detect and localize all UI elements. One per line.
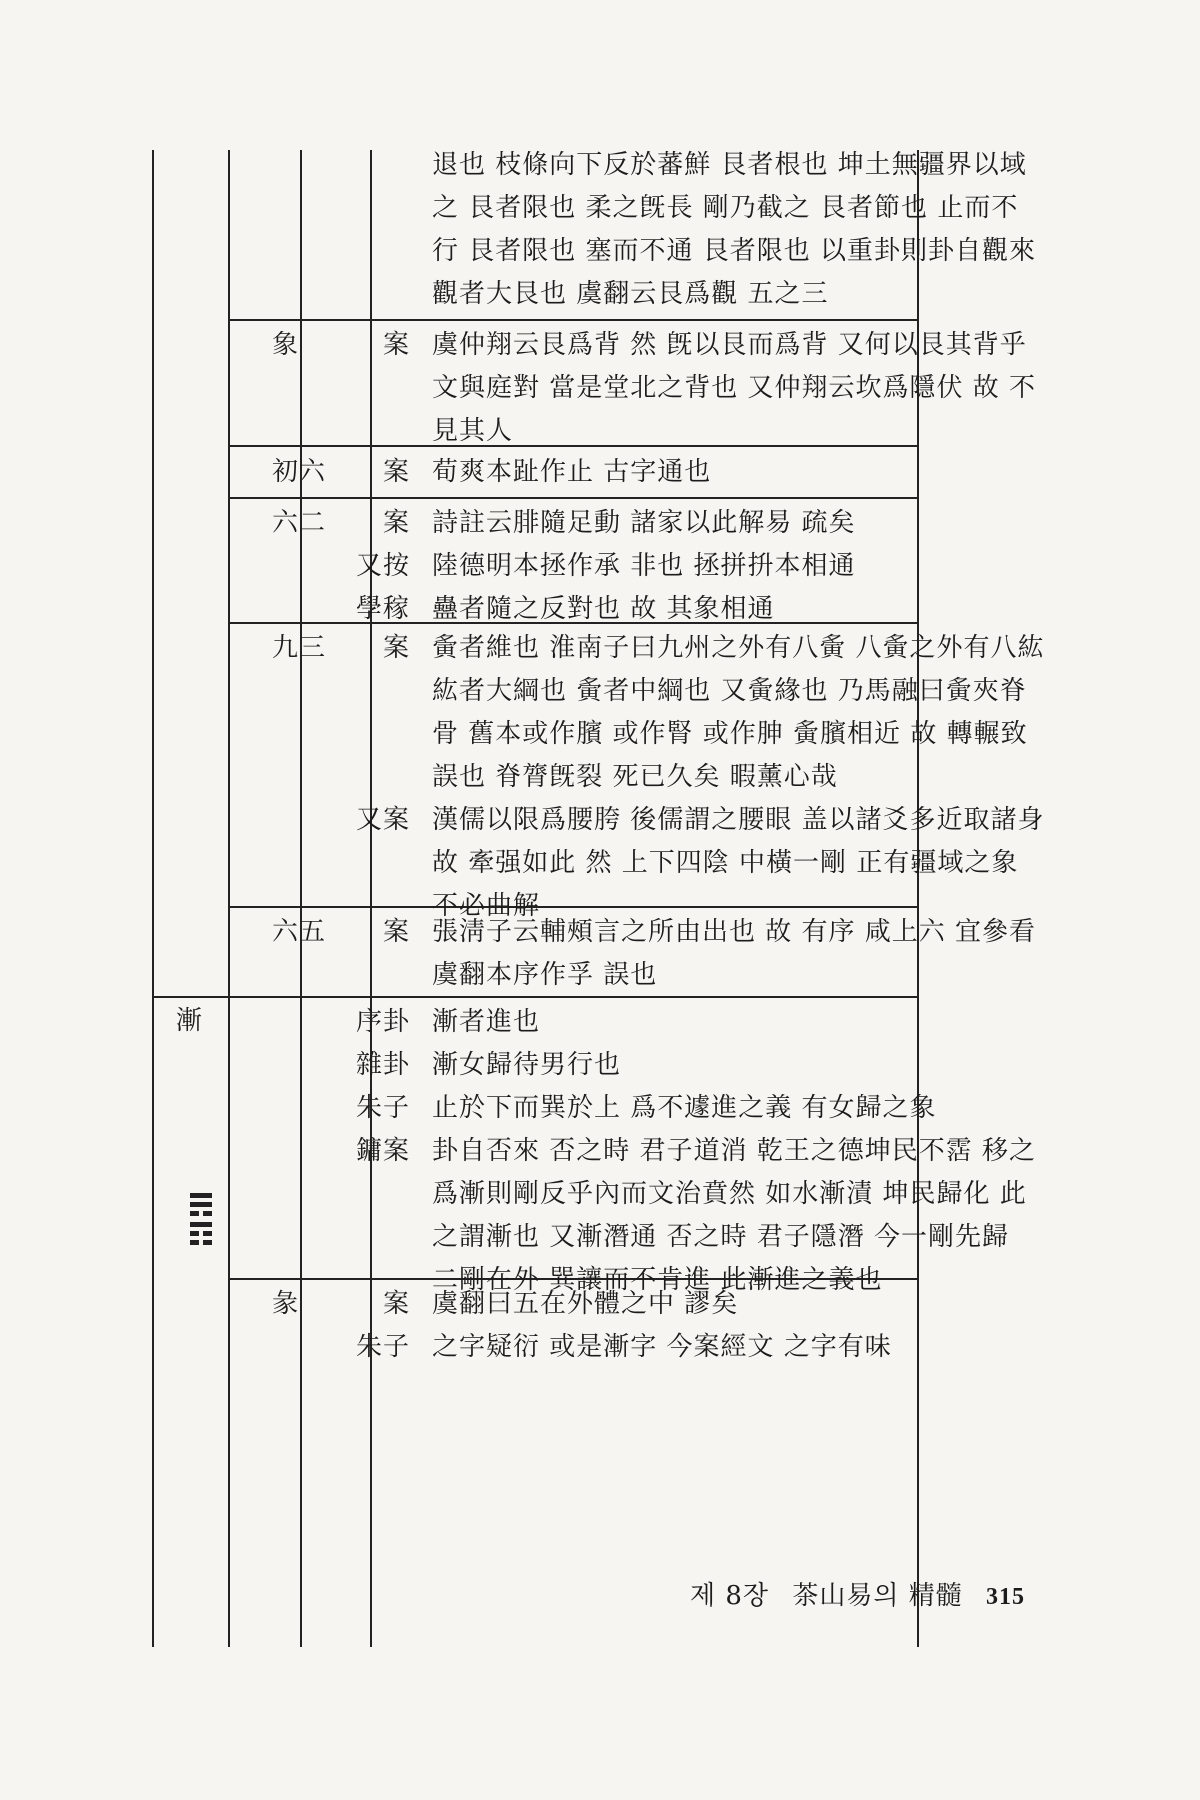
text-line: 見其人 <box>432 416 514 446</box>
annotation-item: 學稼 <box>355 594 410 624</box>
chapter-label: 제 8장 <box>690 1581 770 1611</box>
line-label: 象 <box>272 330 300 360</box>
annotation-label <box>355 451 410 494</box>
text-line: 紘者大綱也 夤者中綱也 又夤緣也 乃馬融曰夤夾脊 <box>432 676 1027 706</box>
commentary-text <box>432 324 1036 453</box>
line-label: 初六 <box>272 457 327 487</box>
page-number: 315 <box>985 1584 1025 1610</box>
column-divider-3 <box>370 150 372 1647</box>
annotation-label <box>355 502 410 631</box>
annotation-item: 又案 <box>355 805 410 835</box>
text-line: 卦自否來 否之時 君子道消 乾王之德坤民不霑 移之 <box>432 1136 1037 1166</box>
line-label: 六五 <box>272 917 327 947</box>
annotation-item: 案 <box>382 457 410 487</box>
text-line: 觀者大艮也 虞翻云艮爲觀 五之三 <box>432 279 829 309</box>
annotation-item: 又按 <box>355 551 410 581</box>
line-label: 彖 <box>272 1289 300 1319</box>
annotation-label <box>355 627 410 842</box>
hexagram-name: 漸 <box>176 1006 204 1036</box>
hexagram-line <box>190 1211 212 1216</box>
text-line: 爲漸則剛反乎內而文治賁然 如水漸漬 坤民歸化 此 <box>432 1179 1027 1209</box>
annotation-item: 鏞案 <box>355 1136 410 1166</box>
text-line: 虞翻曰五在外體之中 謬矣 <box>432 1289 739 1319</box>
annotation-item: 案 <box>382 330 410 360</box>
commentary-text <box>432 1283 892 1369</box>
text-line: 文與庭對 當是堂北之背也 又仲翔云坎爲隱伏 故 不 <box>432 373 1037 403</box>
row-divider <box>228 319 919 321</box>
annotation-item: 序卦 <box>355 1007 410 1037</box>
text-line: 誤也 脊膂旣裂 死已久矣 暇薰心哉 <box>432 762 838 792</box>
column-divider-2 <box>300 150 302 1647</box>
column-divider-1 <box>228 150 230 1647</box>
text-line: 退也 枝條向下反於蕃鮮 艮者根也 坤土無疆界以域 <box>432 150 1027 180</box>
annotation-item <box>355 713 410 756</box>
text-line: 虞翻本序作孚 誤也 <box>432 960 658 990</box>
hexagram-symbol <box>190 1193 212 1249</box>
annotation-item: 朱子 <box>355 1332 410 1362</box>
commentary-text <box>432 502 856 631</box>
text-line: 之 艮者限也 柔之旣長 剛乃截之 艮者節也 止而不 <box>432 193 1019 223</box>
text-line: 之謂漸也 又漸潛通 否之時 君子隱潛 今一剛先歸 <box>432 1222 1010 1252</box>
annotation-label <box>355 1001 410 1173</box>
text-line: 夤者維也 淮南子曰九州之外有八夤 八夤之外有八紘 <box>432 633 1045 663</box>
row-divider <box>228 497 919 499</box>
annotation-item <box>355 756 410 799</box>
text-line: 之字疑衍 或是漸字 今案經文 之字有味 <box>432 1332 892 1362</box>
table-left-border <box>152 150 154 1647</box>
commentary-text <box>432 1001 1036 1302</box>
line-label: 九三 <box>272 633 327 663</box>
text-line: 漢儒以限爲腰胯 後儒謂之腰眼 盖以諸爻多近取諸身 <box>432 805 1045 835</box>
text-line: 行 艮者限也 塞而不通 艮者限也 以重卦則卦自觀來 <box>432 236 1037 266</box>
annotation-item: 雜卦 <box>355 1050 410 1080</box>
text-line: 蠱者隨之反對也 故 其象相通 <box>432 594 775 624</box>
text-line: 陸德明本拯作承 非也 拯拼抍本相通 <box>432 551 856 581</box>
hexagram-line <box>190 1202 212 1207</box>
text-line: 骨 舊本或作臏 或作腎 或作胂 夤臏相近 故 轉輾致 <box>432 719 1028 749</box>
text-line: 虞仲翔云艮爲背 然 旣以艮而爲背 又何以艮其背乎 <box>432 330 1027 360</box>
annotation-item: 案 <box>382 1289 410 1319</box>
chapter-title: 茶山易의 精髓 <box>792 1581 963 1611</box>
text-line: 漸者進也 <box>432 1007 541 1037</box>
hexagram-line <box>190 1193 212 1198</box>
hexagram-line <box>190 1240 212 1245</box>
annotation-label <box>355 911 410 954</box>
commentary-text <box>432 451 711 494</box>
commentary-text <box>432 144 1036 316</box>
page-footer <box>690 1575 1039 1612</box>
text-line: 不必曲解 <box>432 891 541 921</box>
commentary-text <box>432 911 1036 997</box>
hexagram-line <box>190 1222 212 1227</box>
text-line: 荀爽本趾作止 古字通也 <box>432 457 712 487</box>
annotation-item: 案 <box>382 508 410 538</box>
hexagram-line <box>190 1231 212 1236</box>
annotation-item: 朱子 <box>355 1093 410 1123</box>
text-line: 漸女歸待男行也 <box>432 1050 622 1080</box>
text-line: 二剛在外 巽讓而不肯進 此漸進之義也 <box>432 1265 883 1295</box>
annotation-item <box>355 670 410 713</box>
text-line: 止於下而巽於上 爲不遽進之義 有女歸之象 <box>432 1093 937 1123</box>
text-line: 詩註云腓隨足動 諸家以此解易 疏矣 <box>432 508 856 538</box>
commentary-text <box>432 627 1045 928</box>
annotation-label <box>355 324 410 367</box>
annotation-item: 案 <box>382 917 410 947</box>
text-line: 張淸子云輔頰言之所由出也 故 有序 咸上六 宜參看 <box>432 917 1037 947</box>
annotation-item: 案 <box>382 633 410 663</box>
line-label: 六二 <box>272 508 327 538</box>
text-line: 故 牽强如此 然 上下四陰 中橫一剛 正有疆域之象 <box>432 848 1019 878</box>
annotation-label <box>355 1283 410 1369</box>
